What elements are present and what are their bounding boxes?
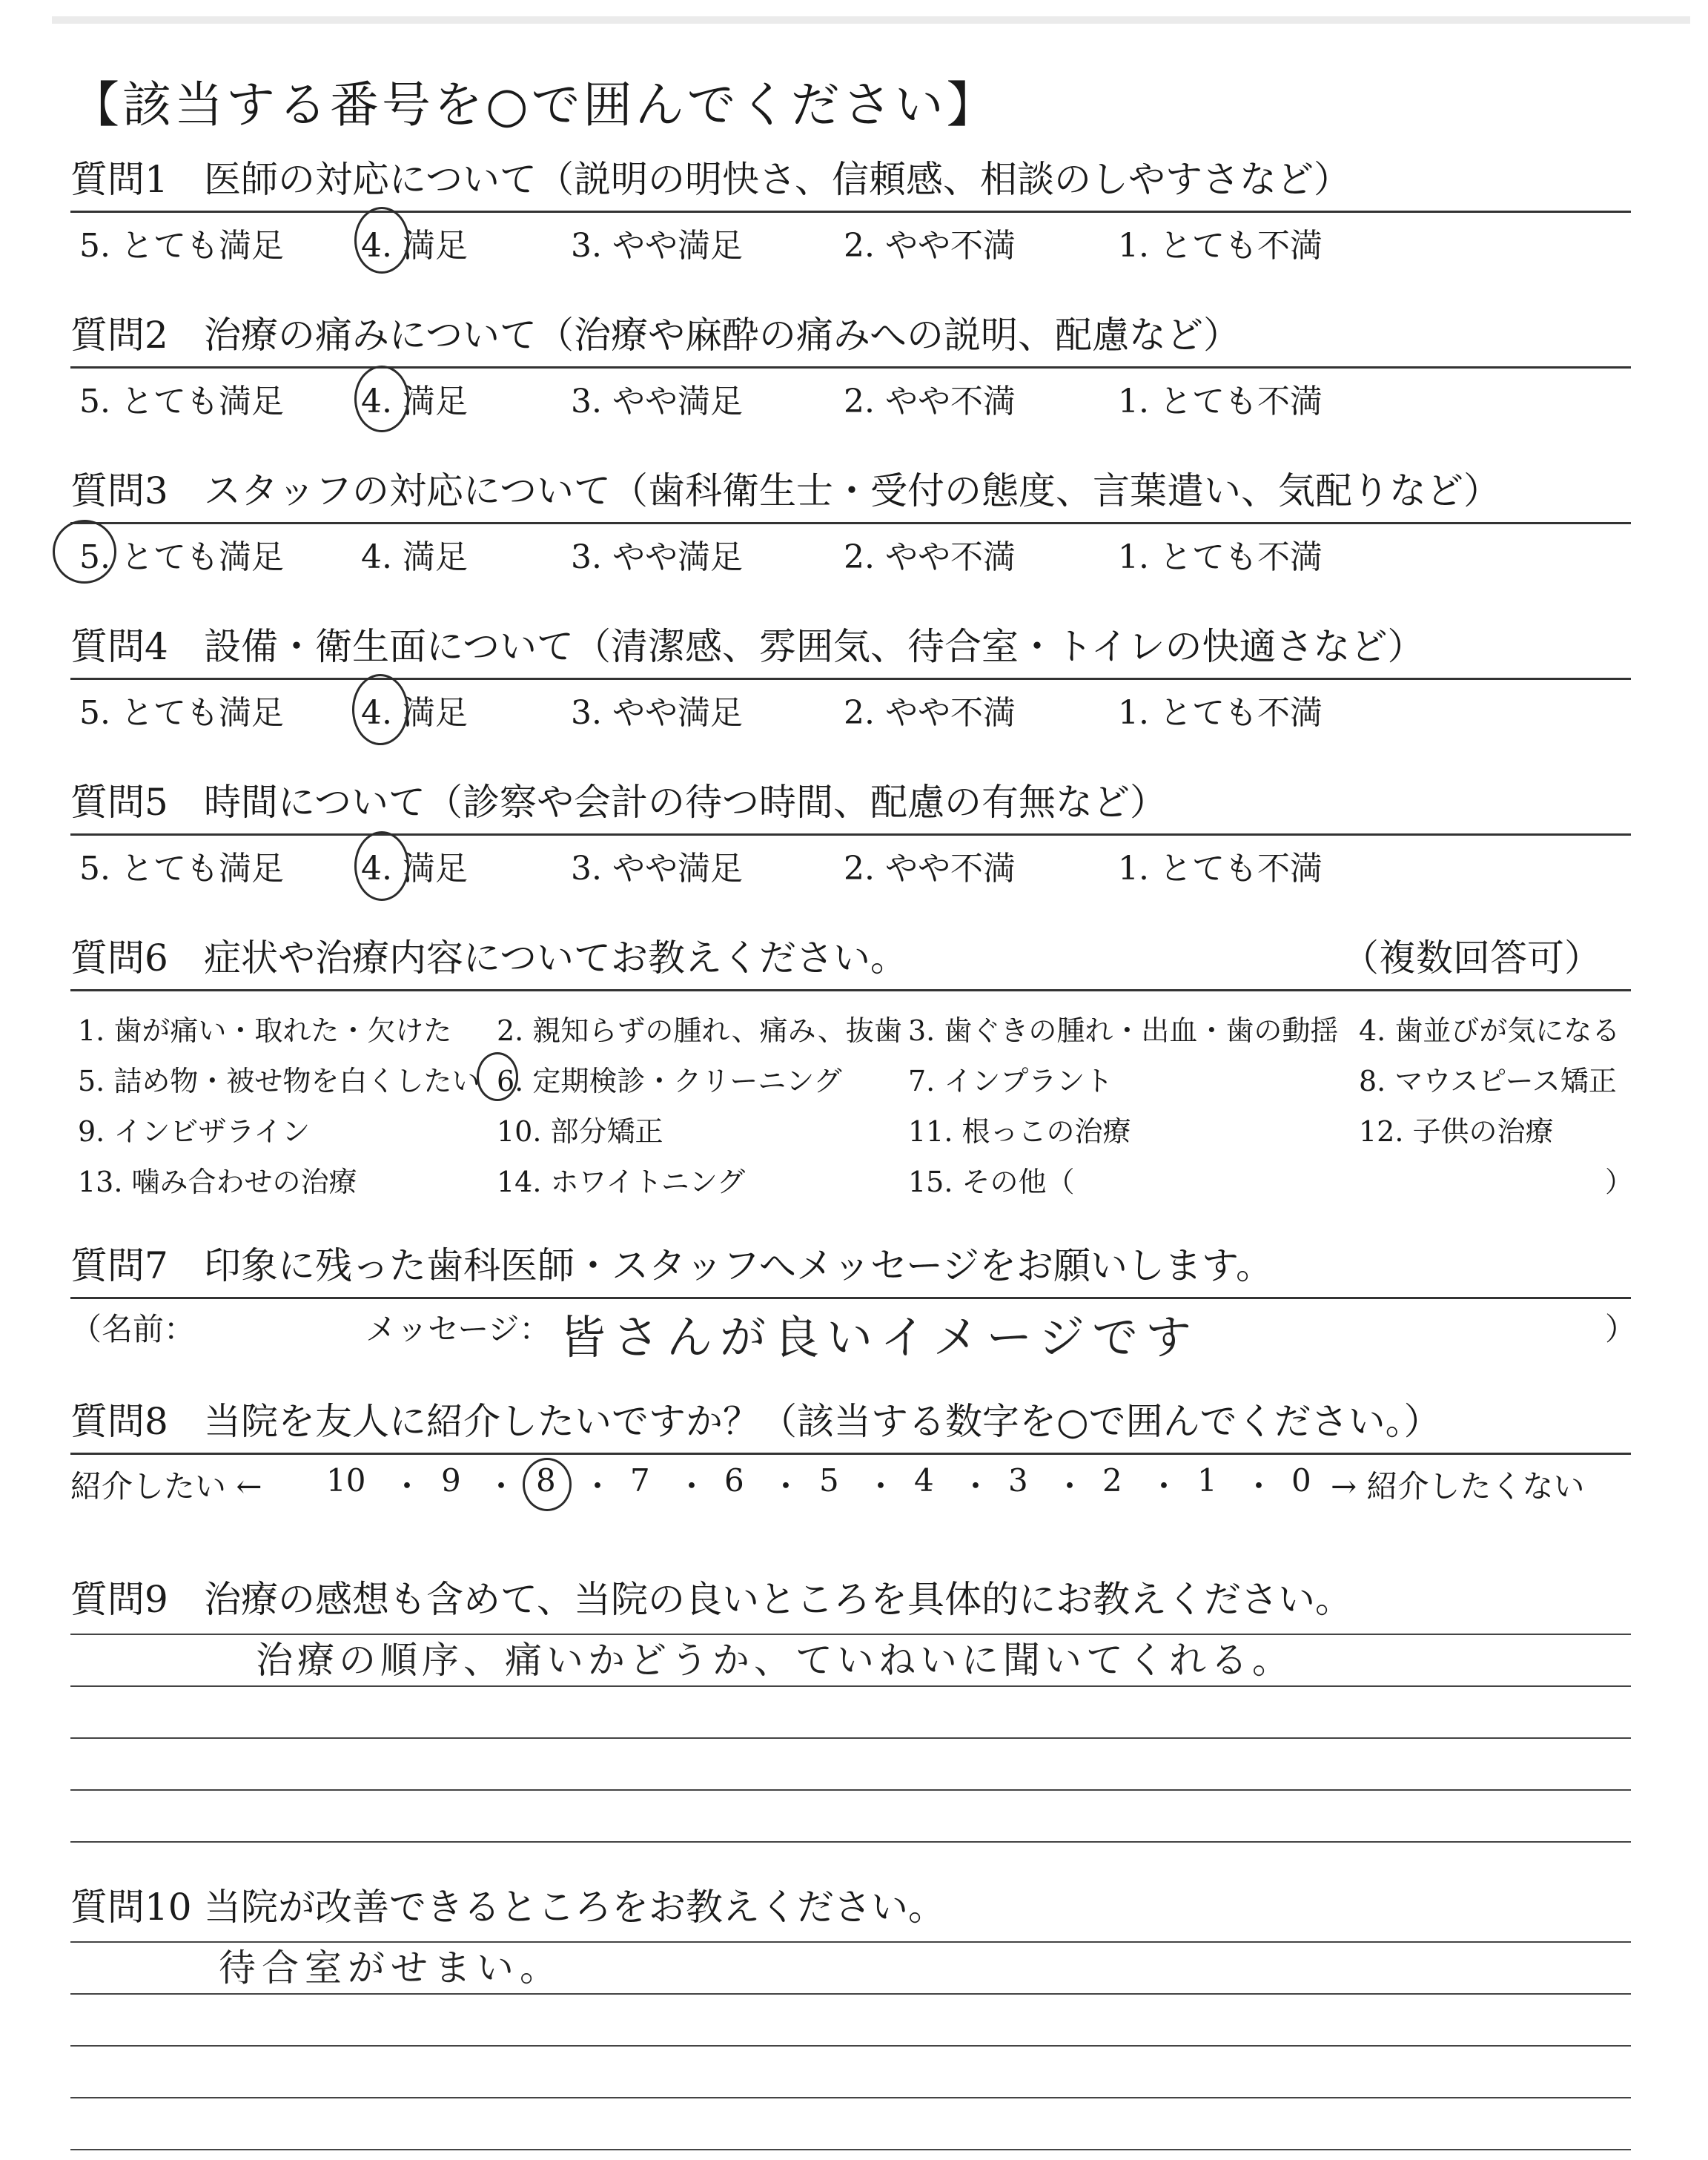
option-3[interactable]: 3. やや満足 — [571, 383, 743, 420]
question-1 — [70, 148, 1631, 272]
symptom-option[interactable]: 9. インビザライン — [78, 1115, 311, 1148]
scale-value[interactable]: 5 — [819, 1462, 839, 1499]
question-text: 治療の痛みについて（治療や麻酔の痛みへの説明、配慮など） — [204, 314, 1240, 357]
message-label: メッセージ： — [365, 1311, 551, 1347]
question-number: 質問4 — [70, 625, 168, 668]
circle-mark — [352, 674, 408, 745]
message-close-paren: ） — [1605, 1311, 1637, 1347]
rating-options — [70, 836, 1631, 895]
question-2 — [70, 304, 1631, 428]
scale-value[interactable]: 3 — [1008, 1462, 1028, 1499]
option-5[interactable]: 5. とても満足 — [79, 694, 284, 732]
option-4[interactable]: 4. 満足 — [361, 538, 468, 576]
option-1[interactable]: 1. とても不満 — [1118, 227, 1323, 265]
question-6 — [70, 927, 1634, 1199]
name-label: （名前： — [70, 1311, 196, 1347]
symptom-option[interactable]: 2. 親知らずの腫れ、痛み、抜歯 — [497, 1014, 902, 1047]
symptom-option[interactable]: 15. その他（ — [908, 1166, 1075, 1198]
circle-mark — [354, 831, 409, 901]
question-number: 質問6 — [70, 937, 168, 980]
question-number: 質問2 — [70, 314, 168, 357]
answer-lines — [70, 1938, 1631, 2150]
symptom-option[interactable]: 5. 詰め物・被せ物を白くしたい — [78, 1065, 480, 1097]
option-3[interactable]: 3. やや満足 — [571, 694, 743, 732]
scale-value[interactable]: 1 — [1197, 1462, 1217, 1499]
scale-value[interactable]: 2 — [1102, 1462, 1122, 1499]
scale-separator: ・ — [391, 1468, 423, 1505]
circle-mark — [354, 366, 409, 432]
question-number: 質問5 — [70, 781, 168, 824]
symptom-option[interactable]: 7. インプラント — [908, 1065, 1113, 1097]
option-5[interactable]: 5. とても満足 — [79, 850, 284, 888]
symptom-option[interactable]: 13. 噛み合わせの治療 — [78, 1166, 357, 1198]
scale-value[interactable]: 10 — [326, 1462, 366, 1499]
question-number: 質問1 — [70, 158, 168, 201]
scale-value[interactable]: 8 — [536, 1462, 556, 1499]
question-7 — [70, 1235, 1637, 1364]
question-8 — [70, 1390, 1631, 1514]
answer-line — [70, 1635, 1631, 1687]
scale-separator: ・ — [582, 1468, 614, 1505]
answer-line — [70, 1739, 1631, 1791]
circle-mark — [354, 207, 409, 274]
rating-options — [70, 369, 1631, 428]
answer-line — [70, 2047, 1631, 2098]
question-4 — [70, 615, 1631, 739]
question-9 — [70, 1568, 1631, 1843]
scale-separator: ・ — [960, 1468, 992, 1505]
option-3[interactable]: 3. やや満足 — [571, 227, 743, 265]
question-text: 設備・衛生面について（清潔感、雰囲気、待合室・トイレの快適さなど） — [204, 625, 1425, 668]
answer-line — [70, 1687, 1631, 1739]
question-text: 印象に残った歯科医師・スタッフへメッセージをお願いします。 — [204, 1244, 1273, 1287]
referral-scale — [70, 1455, 1631, 1514]
scale-value[interactable]: 4 — [914, 1462, 934, 1499]
message-row — [70, 1299, 1637, 1364]
symptom-option[interactable]: 6. 定期検診・クリーニング — [497, 1065, 842, 1097]
question-10 — [70, 1876, 1631, 2150]
option-3[interactable]: 3. やや満足 — [571, 538, 743, 576]
symptom-option[interactable]: 8. マウスピース矯正 — [1359, 1065, 1617, 1097]
option-3[interactable]: 3. やや満足 — [571, 850, 743, 888]
question-text: 治療の感想も含めて、当院の良いところを具体的にお教えください。 — [204, 1578, 1352, 1621]
scale-separator: ・ — [1148, 1468, 1180, 1505]
symptom-option[interactable]: 12. 子供の治療 — [1359, 1115, 1554, 1148]
scale-left-label: 紹介したい ← — [70, 1468, 262, 1505]
question-text: スタッフの対応について（歯科衛生士・受付の態度、言葉遣い、気配りなど） — [204, 469, 1500, 512]
circle-mark — [53, 520, 116, 584]
scale-value[interactable]: 6 — [724, 1462, 744, 1499]
option-1[interactable]: 1. とても不満 — [1118, 383, 1323, 420]
symptom-option[interactable]: 4. 歯並びが気になる — [1359, 1014, 1621, 1047]
option-2[interactable]: 2. やや不満 — [844, 694, 1016, 732]
handwritten-improvements[interactable]: 待合室がせまい。 — [219, 1946, 563, 1989]
option-1[interactable]: 1. とても不満 — [1118, 850, 1323, 888]
option-2[interactable]: 2. やや不満 — [844, 383, 1016, 420]
scale-value[interactable]: 9 — [441, 1462, 461, 1499]
scale-separator: ・ — [676, 1468, 708, 1505]
question-text: 当院を友人に紹介したいですか？（該当する数字を○で囲んでください。） — [204, 1400, 1441, 1443]
handwritten-good-points[interactable]: 治療の順序、痛いかどうか、ていねいに聞いてくれる。 — [256, 1639, 1294, 1682]
scale-separator: ・ — [1054, 1468, 1086, 1505]
question-number: 質問9 — [70, 1578, 168, 1621]
option-4[interactable]: 4. 満足 — [361, 227, 468, 265]
question-number: 質問3 — [70, 469, 168, 512]
circle-mark — [477, 1052, 518, 1101]
answer-line — [70, 1943, 1631, 1995]
scale-value[interactable]: 7 — [630, 1462, 650, 1499]
option-4[interactable]: 4. 満足 — [361, 850, 468, 888]
question-number: 質問8 — [70, 1400, 168, 1443]
option-5[interactable]: 5. とても満足 — [79, 383, 284, 420]
option-1[interactable]: 1. とても不満 — [1118, 538, 1323, 576]
question-text: 時間について（診察や会計の待つ時間、配慮の有無など） — [204, 781, 1167, 824]
symptom-option[interactable]: 3. 歯ぐきの腫れ・出血・歯の動揺 — [908, 1014, 1339, 1047]
top-border — [52, 16, 1690, 24]
symptom-option[interactable]: 14. ホワイトニング — [497, 1166, 746, 1198]
option-5[interactable]: 5. とても満足 — [79, 538, 284, 576]
option-2[interactable]: 2. やや不満 — [844, 850, 1016, 888]
answer-line — [70, 2098, 1631, 2150]
question-number: 質問7 — [70, 1244, 168, 1287]
option-4[interactable]: 4. 満足 — [361, 383, 468, 420]
question-text: 当院が改善できるところをお教えください。 — [204, 1886, 945, 1929]
handwritten-message[interactable]: 皆さんが良いイメージです — [560, 1310, 1199, 1364]
answer-line — [70, 1995, 1631, 2047]
scale-separator: ・ — [1243, 1468, 1275, 1505]
answer-lines — [70, 1631, 1631, 1843]
answer-line — [70, 1791, 1631, 1843]
rating-options — [70, 524, 1631, 584]
question-3 — [70, 460, 1631, 584]
scale-separator: ・ — [865, 1468, 897, 1505]
circle-mark — [523, 1458, 572, 1511]
option-2[interactable]: 2. やや不満 — [844, 538, 1016, 576]
question-text: 症状や治療内容についてお教えください。 — [204, 937, 907, 980]
symptom-option[interactable]: 11. 根っこの治療 — [908, 1115, 1131, 1148]
question-5 — [70, 771, 1631, 895]
question-text: 医師の対応について（説明の明快さ、信頼感、相談のしやすさなど） — [204, 158, 1351, 201]
multiple-answers-note: （複数回答可） — [1342, 937, 1601, 980]
option-4[interactable]: 4. 満足 — [361, 694, 468, 732]
other-close-paren: ） — [1605, 1166, 1634, 1198]
scale-right-label: → 紹介したくない — [1331, 1468, 1585, 1505]
option-5[interactable]: 5. とても満足 — [79, 227, 284, 265]
scale-separator: ・ — [770, 1468, 802, 1505]
symptom-options — [70, 991, 1634, 1199]
option-1[interactable]: 1. とても不満 — [1118, 694, 1323, 732]
symptom-option[interactable]: 10. 部分矯正 — [497, 1115, 663, 1148]
rating-options — [70, 213, 1631, 272]
rating-options — [70, 680, 1631, 739]
scale-value[interactable]: 0 — [1291, 1462, 1311, 1499]
page-title: 【該当する番号を○で囲んでください】 — [70, 76, 999, 133]
symptom-option[interactable]: 1. 歯が痛い・取れた・欠けた — [78, 1014, 452, 1047]
option-2[interactable]: 2. やや不満 — [844, 227, 1016, 265]
question-number: 質問10 — [70, 1886, 192, 1929]
scale-separator: ・ — [486, 1468, 517, 1505]
